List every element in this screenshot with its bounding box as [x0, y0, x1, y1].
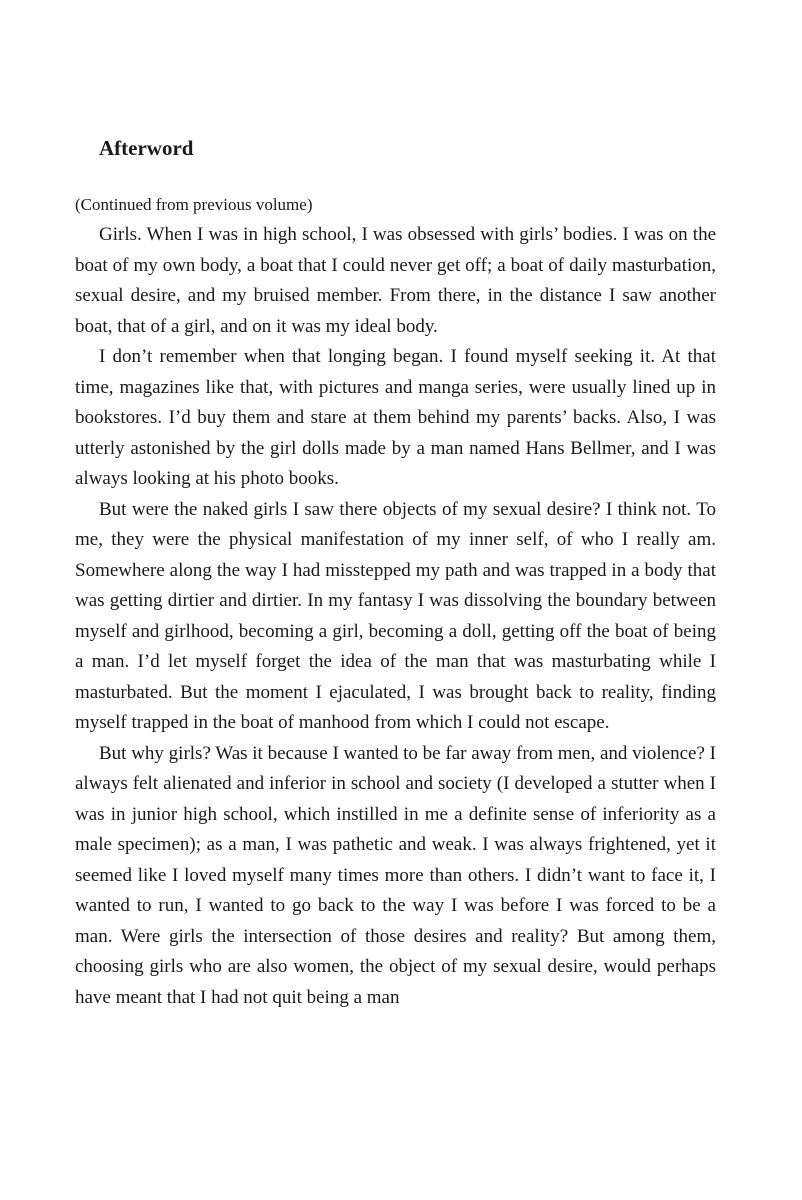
page-heading: Afterword: [99, 136, 194, 160]
paragraph-2: I don’t remember when that longing began. I found myself seeking it. At that time, magazines like that, with pictures and manga series, were usually lined up in bookstores. I’d buy them and stare at them behind my parents’ backs. Also, I was utterly astonished by the girl dolls made by a man named Hans Bellmer, and I was always looking at his photo books.: [75, 346, 716, 489]
document-page: [75, 130, 716, 1013]
paragraph-1: Girls. When I was in high school, I was obsessed with girls’ bodies. I was on the boat of my own body, a boat that I could never get off; a boat of daily masturbation, sexual desire, and my bruised member. From there, in the distance I saw another boat, that of a girl, and on it was my ideal body.: [75, 224, 716, 337]
continuation-note: (Continued from previous volume): [75, 195, 313, 214]
paragraph-4: But why girls? Was it because I wanted to be far away from men, and violence? I always felt alienated and inferior in school and society (I developed a stutter when I was in junior high school, which instilled in me a definite sense of inferiority as a male specimen); as a man, I was pathetic and weak. I was always frightened, yet it seemed like I loved myself many times more than others. I didn’t want to face it, I wanted to run, I wanted to go back to the way I was before I was forced to be a man. Were girls the intersection of those desires and reality? But among them, choosing girls who are also women, the object of my sexual desire, would perhaps have meant that I had not quit being a man: [75, 742, 716, 1008]
paragraph-3: But were the naked girls I saw there objects of my sexual desire? I think not. To me, they were the physical manifestation of my inner self, of who I really am. Somewhere along the way I had misstepped my path and was trapped in a body that was getting dirtier and dirtier. In my fantasy I was dissolving the boundary between myself and girlhood, becoming a girl, becoming a doll, getting off the boat of being a man. I’d let myself forget the idea of the man that was masturbating while I masturbated. But the moment I ejaculated, I was brought back to reality, finding myself trapped in the boat of manhood from which I could not escape.: [75, 498, 716, 733]
